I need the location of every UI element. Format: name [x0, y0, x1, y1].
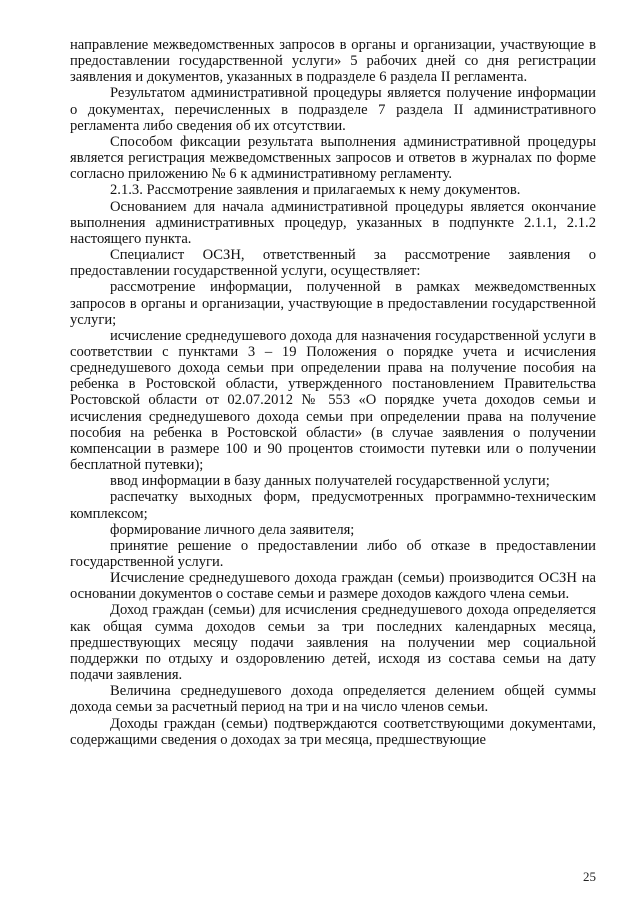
paragraph-income-confirmation: Доходы граждан (семьи) подтверждаются соответствующими документами, содержащими сведения о доходах за три месяца, предшествующие [70, 715, 596, 748]
paragraph-income-value: Величина среднедушевого дохода определяется делением общей суммы дохода семьи за расчетный период на три и на число членов семьи. [70, 683, 596, 716]
paragraph-continuation: направление межведомственных запросов в органы и организации, участвующие в предоставлении государственной услуги» 5 рабочих дней со дня регистрации заявления и документов, указанных в подразделе 6 раздела II регламента. [70, 37, 596, 86]
list-item-review-information: рассмотрение информации, полученной в рамках межведомственных запросов в органы и организации, участвующие в предоставлении государственной услуги; [70, 279, 596, 328]
document-body [70, 37, 596, 748]
paragraph-fixation-method: Способом фиксации результата выполнения административной процедуры является регистрация межведомственных запросов и ответов в журналах по форме согласно приложению № 6 к административному регламенту. [70, 133, 596, 183]
paragraph-specialist: Специалист ОСЗН, ответственный за рассмотрение заявления о предоставлении государственной услуги, осуществляет: [70, 247, 596, 280]
section-heading-2-1-3: 2.1.3. Рассмотрение заявления и прилагаемых к нему документов. [110, 182, 521, 199]
list-item-print-forms: распечатку выходных форм, предусмотренных программно-техническим комплексом; [70, 489, 596, 522]
list-item-personal-file: формирование личного дела заявителя; [110, 521, 355, 538]
paragraph-income-definition: Доход граждан (семьи) для исчисления среднедушевого дохода определяется как общая сумма доходов семьи за три последних календарных месяца, предшествующих месяцу подачи заявления на получении мер социальной поддержки по отдыху и оздоровлению детей, исходя из состава семьи на дату подачи заявления. [70, 602, 596, 684]
paragraph-income-calculation: Исчисление среднедушевого дохода граждан (семьи) производится ОСЗН на основании документов о составе семьи и размере доходов каждого члена семьи. [70, 570, 596, 603]
list-item-data-entry: ввод информации в базу данных получателей государственной услуги; [110, 473, 550, 490]
page-number: 25 [583, 869, 596, 884]
paragraph-basis: Основанием для начала административной процедуры является окончание выполнения административных процедур, указанных в подпункте 2.1.1, 2.1.2 настоящего пункта. [70, 198, 596, 247]
list-item-income-calculation: исчисление среднедушевого дохода для назначения государственной услуги в соответствии с пунктами 3 – 19 Положения о порядке учета и исчисления среднедушевого дохода семьи при определении права на получение пособия на ребенка в Ростовской области, утвержденного постановлением Правительства Ростовской области от 02.07.2012 № 553 «О порядке учета доходов семьи и исчисления среднедушевого дохода семьи при определении права на получение пособия на ребенка в Ростовской области» (в случае заявления о получении компенсации в размере 100 и 90 процентов стоимости путевки или о получении бесплатной путевки); [70, 327, 596, 474]
paragraph-result: Результатом административной процедуры является получение информации о документах, перечисленных в подразделе 7 раздела II административного регламента либо сведения об их отсутствии. [70, 85, 596, 134]
list-item-decision: принятие решение о предоставлении либо об отказе в предоставлении государственной услуги. [70, 537, 596, 570]
